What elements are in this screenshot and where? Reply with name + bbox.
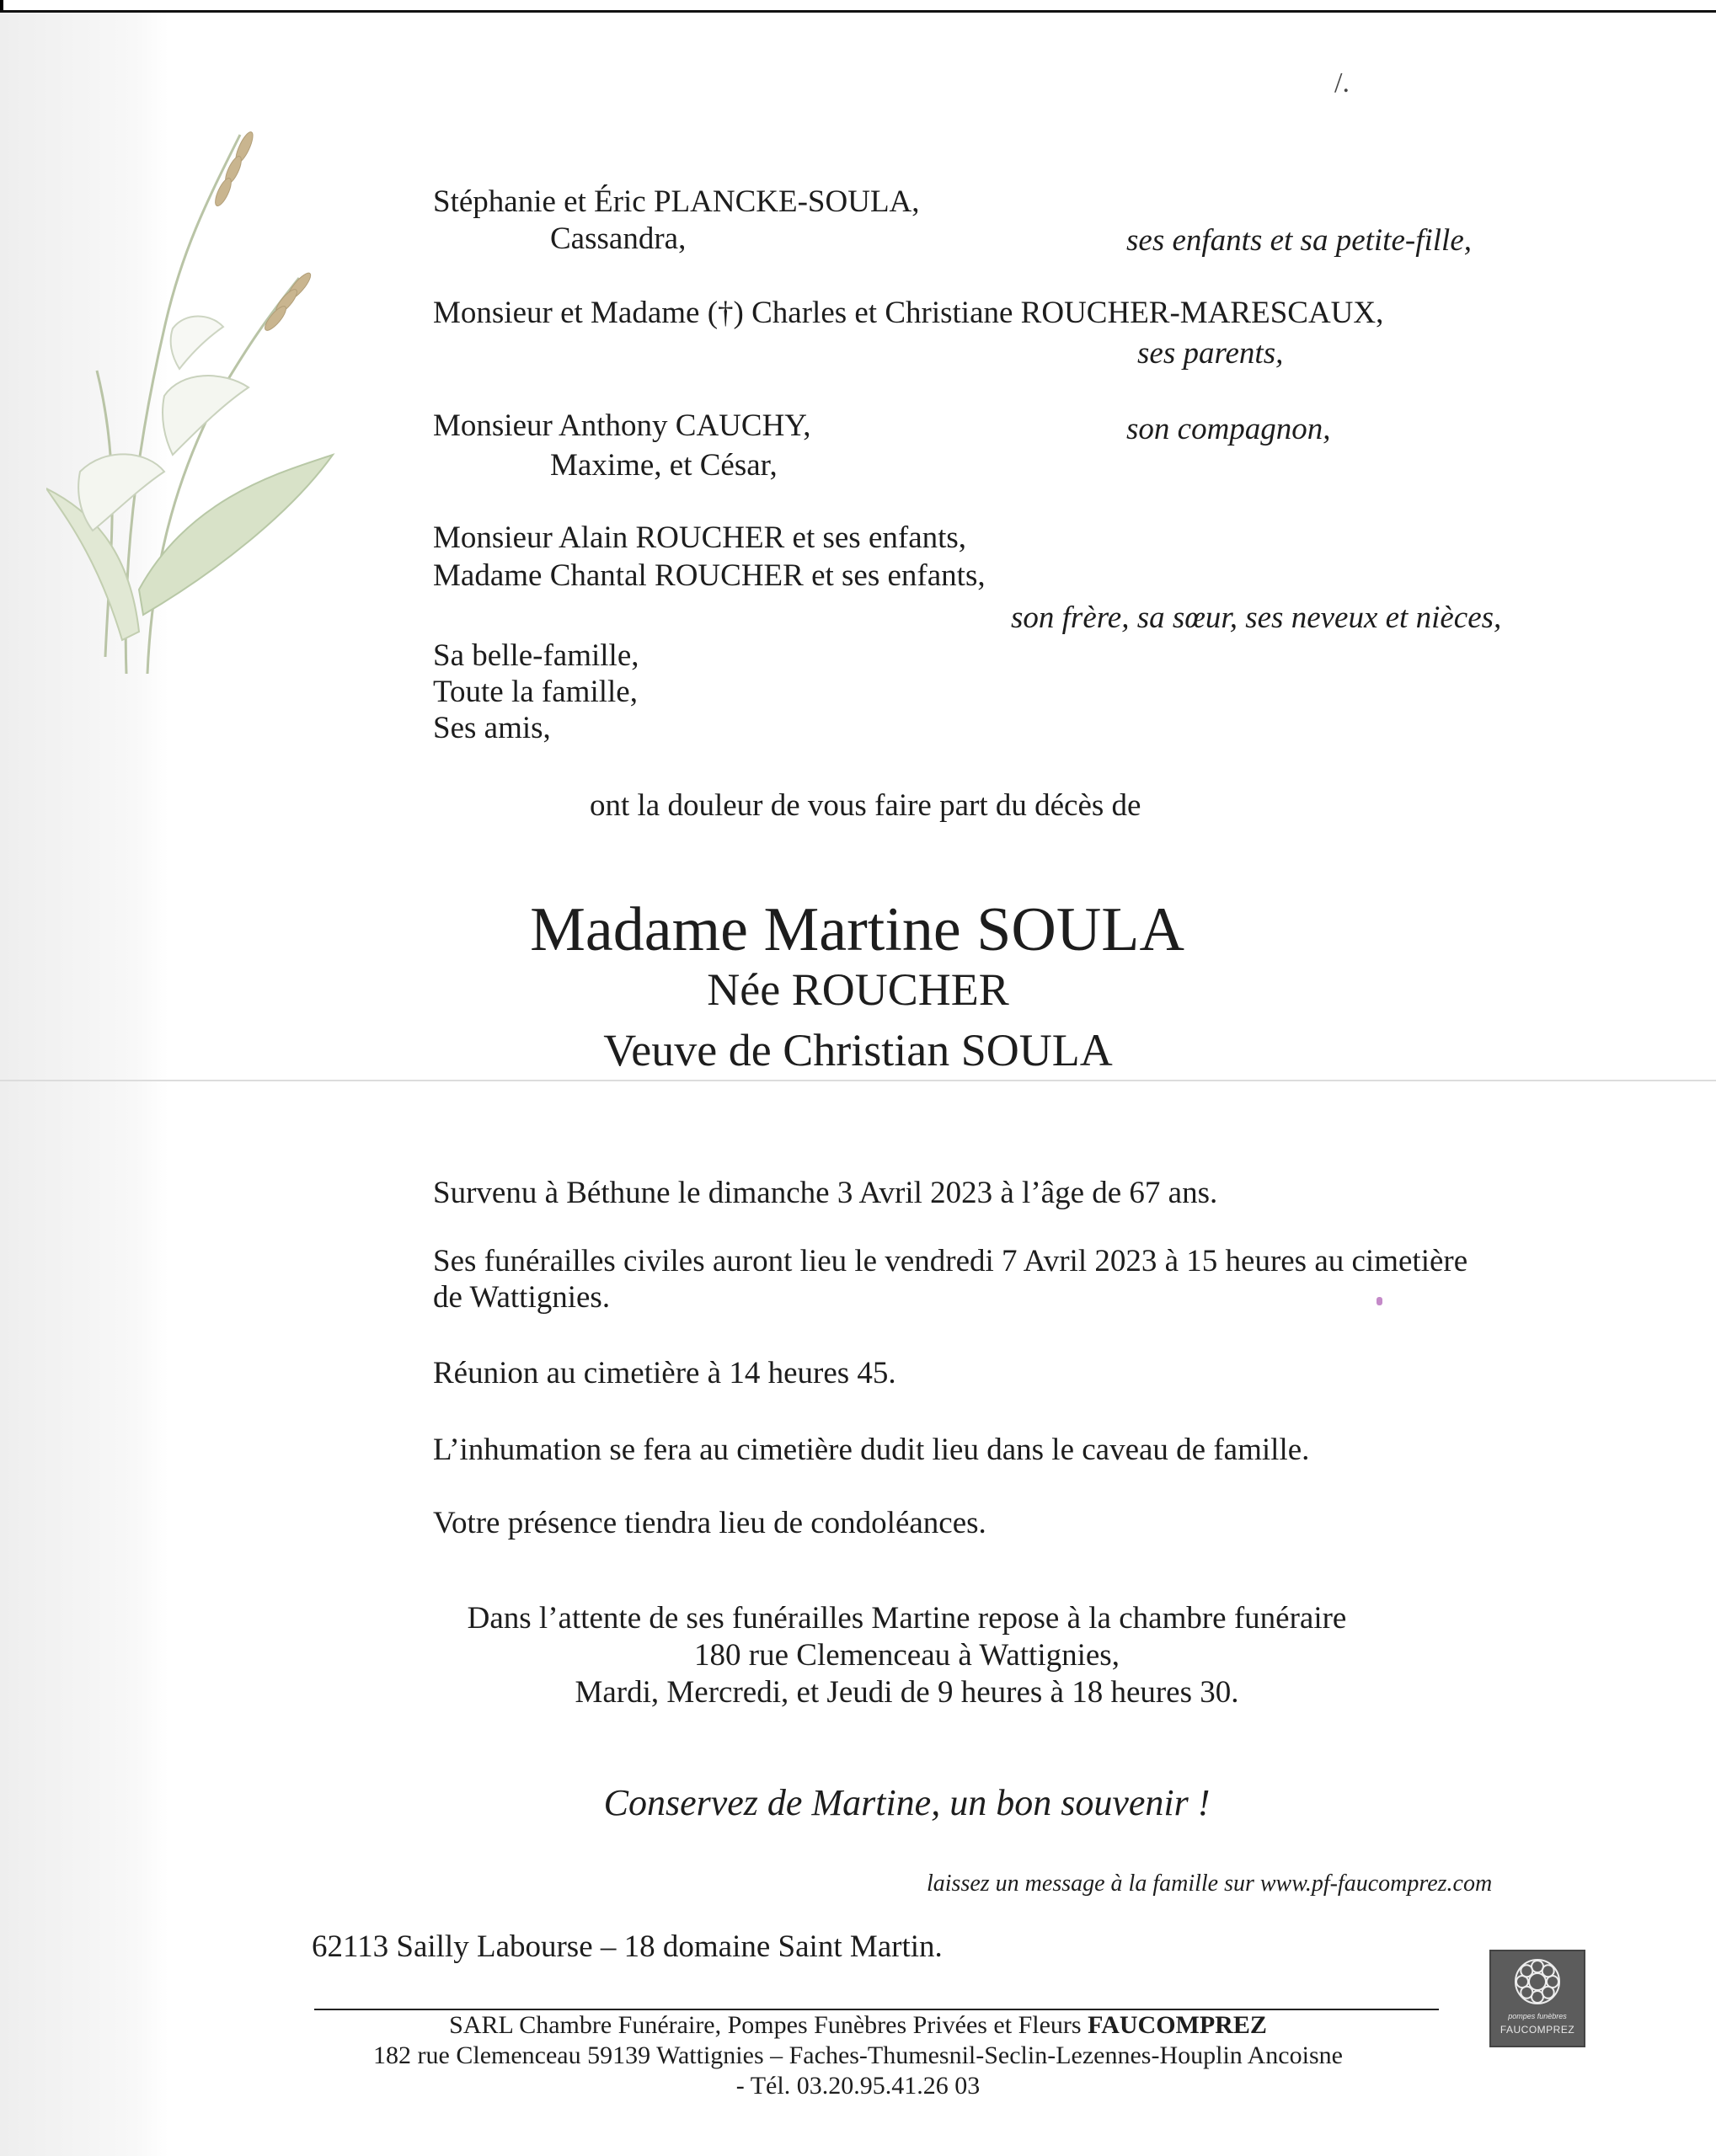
family-line-8: Sa belle-famille, — [433, 638, 639, 673]
family-line-9: Toute la famille, — [433, 675, 638, 709]
chamber-line-2: 180 rue Clemenceau à Wattignies, — [694, 1638, 1120, 1673]
remember-quote: Conservez de Martine, un bon souvenir ! — [603, 1782, 1211, 1823]
deceased-widow-of: Veuve de Christian SOULA — [603, 1025, 1113, 1075]
relation-partner: son compagnon, — [1126, 412, 1331, 446]
scan-mark: /. — [1334, 67, 1350, 99]
faucomprez-logo — [1489, 1950, 1585, 2047]
detail-burial: L’inhumation se fera au cimetière dudit lieu dans le caveau de famille. — [433, 1433, 1310, 1467]
chamber-line-3: Mardi, Mercredi, et Jeudi de 9 heures à 18 heures 30. — [575, 1675, 1239, 1710]
detail-death: Survenu à Béthune le dimanche 3 Avril 2023 à l’âge de 67 ans. — [433, 1176, 1218, 1210]
relation-siblings: son frère, sa sœur, ses neveux et nièces, — [1011, 600, 1502, 635]
family-address: 62113 Sailly Labourse – 18 domaine Saint Martin. — [312, 1929, 943, 1964]
deceased-name: Madame Martine SOULA — [530, 895, 1184, 964]
chamber-line-1: Dans l’attente de ses funérailles Martine repose à la chambre funéraire — [467, 1601, 1347, 1636]
family-line-10: Ses amis, — [433, 711, 551, 745]
relation-parents: ses parents, — [1137, 336, 1284, 371]
rosette-icon — [1491, 1951, 1584, 2010]
family-line-7: Madame Chantal ROUCHER et ses enfants, — [433, 558, 986, 593]
message-link-text[interactable]: laissez un message à la famille sur www.pf-faucomprez.com — [927, 1870, 1493, 1897]
deceased-maiden-name: Née ROUCHER — [707, 964, 1009, 1015]
announcement-text: ont la douleur de vous faire part du décès de — [590, 788, 1141, 823]
logo-name: FAUCOMPREZ — [1499, 2024, 1575, 2036]
family-line-2: Cassandra, — [550, 221, 687, 256]
footer-company-line — [0, 2010, 1716, 2041]
relation-children: ses enfants et sa petite-fille, — [1126, 223, 1472, 258]
family-line-1: Stéphanie et Éric PLANCKE-SOULA, — [433, 184, 920, 219]
logo-subtitle: pompes funèbres — [1508, 2012, 1567, 2020]
family-line-5: Maxime, et César, — [550, 448, 778, 483]
family-line-3: Monsieur et Madame (†) Charles et Christiane ROUCHER-MARESCAUX, — [433, 296, 1384, 330]
detail-funeral-2: de Wattignies. — [433, 1280, 611, 1315]
calla-lily-illustration — [46, 118, 350, 691]
detail-condolences: Votre présence tiendra lieu de condoléances. — [433, 1506, 986, 1540]
family-line-4: Monsieur Anthony CAUCHY, — [433, 408, 811, 443]
detail-funeral-1: Ses funérailles civiles auront lieu le vendredi 7 Avril 2023 à 15 heures au cimetière — [433, 1244, 1468, 1278]
top-border-line — [0, 10, 1716, 13]
footer-company-text: SARL Chambre Funéraire, Pompes Funèbres Privées et Fleurs — [449, 2011, 1088, 2039]
family-line-6: Monsieur Alain ROUCHER et ses enfants, — [433, 520, 967, 555]
footer-address-line: 182 rue Clemenceau 59139 Wattignies – Faches-Thumesnil-Seclin-Lezennes-Houplin Ancoisne — [373, 2041, 1343, 2069]
ink-speck — [1377, 1297, 1382, 1305]
footer-phone-line: - Tél. 03.20.95.41.26 03 — [735, 2072, 981, 2100]
page-fold-line — [0, 1080, 1716, 1081]
footer-company-brand: FAUCOMPREZ — [1088, 2011, 1267, 2039]
detail-meeting: Réunion au cimetière à 14 heures 45. — [433, 1356, 896, 1390]
